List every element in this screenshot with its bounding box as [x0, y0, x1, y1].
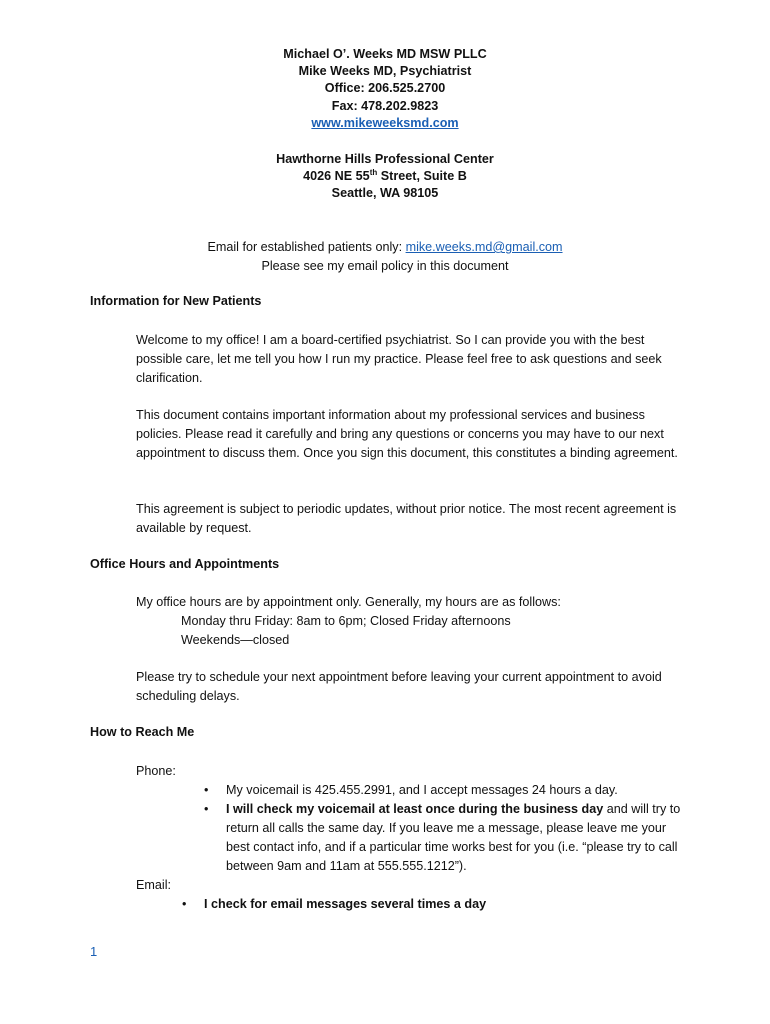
email-link[interactable]: mike.weeks.md@gmail.com	[405, 240, 563, 254]
doctor-title: Mike Weeks MD, Psychiatrist	[298, 64, 472, 79]
phone-bullets	[204, 781, 686, 876]
new-patients-heading: Information for New Patients	[90, 294, 262, 308]
city-state-zip: Seattle, WA 98105	[331, 186, 439, 201]
voicemail-info: My voicemail is 425.455.2991, and I accept messages 24 hours a day.	[226, 783, 618, 797]
list-item	[204, 800, 686, 876]
email-label: Email for established patients only:	[207, 240, 406, 254]
email-label-section: Email:	[136, 878, 171, 892]
new-patients-para-1: Welcome to my office! I am a board-certified psychiatrist. So I can provide you with the best possible care, let me tell you how I run my practice. Please feel free to ask questions and seek clarification.	[136, 333, 662, 385]
schedule-note: Please try to schedule your next appointment before leaving your current appointment to avoid scheduling delays.	[136, 670, 662, 703]
voicemail-check-bold: I will check my voicemail at least once during the business day	[226, 802, 604, 816]
center-name: Hawthorne Hills Professional Center	[276, 152, 494, 166]
fax-number: Fax: 478.202.9823	[331, 98, 439, 113]
voicemail-check-rest: and will try to return all calls the same day. If you leave me a message, please leave me your best contact info, and if a particular time works best for you (i.e. “please try to call between 9am and 11am at 555.555.1212”).	[226, 802, 681, 873]
office-hours-heading: Office Hours and Appointments	[90, 557, 280, 571]
address-block	[0, 151, 770, 203]
bullet-icon: •	[204, 802, 209, 816]
office-hours-intro: My office hours are by appointment only. Generally, my hours are as follows:	[136, 595, 561, 609]
phone-label: Phone:	[136, 764, 176, 778]
bullet-icon: •	[182, 897, 187, 911]
email-note	[0, 238, 770, 276]
website-link[interactable]: www.mikeweeksmd.com	[311, 115, 459, 130]
bullet-icon: •	[204, 783, 209, 797]
new-patients-para-3: This agreement is subject to periodic updates, without prior notice. The most recent agreement is available by request.	[136, 502, 677, 535]
practice-name: Michael O’. Weeks MD MSW PLLC	[283, 47, 487, 61]
letterhead	[0, 46, 770, 132]
new-patients-para-2: This document contains important information about my professional services and business policies. Please read it carefully and bring any questions or concerns you may have to our next appointment to discuss them. Once you sign this document, this constitutes a binding agreement.	[136, 408, 678, 460]
email-policy-note: Please see my email policy in this document	[261, 259, 509, 273]
street-address: 4026 NE 55th Street, Suite B	[303, 168, 467, 184]
email-bullets	[182, 895, 684, 914]
email-check-info: I check for email messages several times a day	[204, 897, 487, 911]
office-phone: Office: 206.525.2700	[324, 81, 446, 96]
list-item	[204, 781, 686, 800]
list-item	[182, 895, 684, 914]
reach-me-heading: How to Reach Me	[90, 725, 195, 739]
page-number: 1	[90, 944, 98, 959]
office-hours-weekdays: Monday thru Friday: 8am to 6pm; Closed Friday afternoons	[181, 614, 511, 628]
office-hours-weekends: Weekends—closed	[181, 633, 290, 647]
